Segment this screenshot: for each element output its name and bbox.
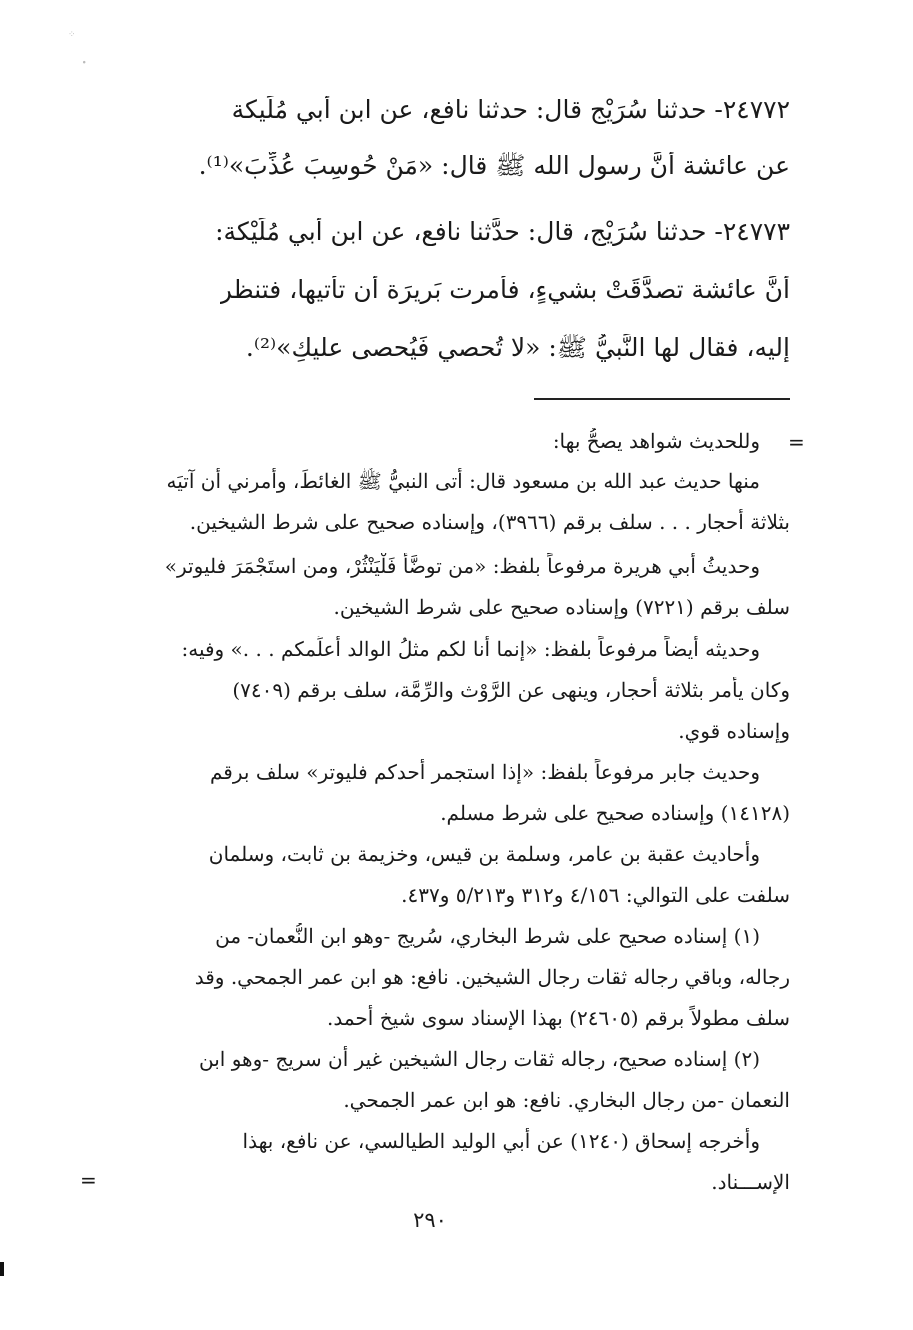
footnote-2-line: وأخرجه إسحاق (١٢٤٠) عن أبي الوليد الطيالسي، عن نافع، بهذا (242, 1129, 760, 1153)
hadith-24773-line-3: إليه، فقال لها النَّبيُّ ﷺ: «لا تُحصي فَيُحصى عليكِ»⁽²⁾. (245, 334, 790, 362)
footnote-2-line: الإســـناد. (711, 1170, 790, 1194)
footnote-1-line: سلف مطولاً برقم (٢٤٦٠٥) بهذا الإسناد سوى شيخ أحمد. (327, 1006, 790, 1030)
footnote-1-line: رجاله، وباقي رجاله ثقات رجال الشيخين. نافع: هو ابن عمر الجمحي. وقد (194, 965, 790, 989)
continuation-mark: = (788, 430, 805, 454)
footnote-1-line: (١) إسناده صحيح على شرط البخاري، سُريج -وهو ابن النُّعمان- من (215, 924, 760, 948)
footnote-divider (534, 398, 790, 400)
footnote-line: وللحديث شواهد يصحُّ بها: (552, 429, 760, 453)
footnote-line: سلف برقم (٧٢٢١) وإسناده صحيح على شرط الشيخين. (333, 595, 790, 619)
scan-edge-mark (0, 1262, 4, 1276)
footnote-line: منها حديث عبد الله بن مسعود قال: أتى النبيُّ ﷺ الغائطَ، وأمرني أن آتيَه (166, 469, 760, 493)
scan-speckle: ⁘ (68, 30, 76, 40)
scan-speckle: ∙ (82, 58, 87, 68)
footnote-line: وحديثُ أبي هريرة مرفوعاً بلفظ: «من توضَّأ فَلْيَنْثُرْ، ومن استَجْمَرَ فليوتر» (164, 554, 760, 578)
footnote-line: (١٤١٢٨) وإسناده صحيح على شرط مسلم. (440, 801, 790, 825)
hadith-24772-line-1: ٢٤٧٧٢- حدثنا سُرَيْج قال: حدثنا نافع، عن ابن أبي مُلَيكة (231, 96, 790, 124)
footnote-line: وحديث جابر مرفوعاً بلفظ: «إذا استجمر أحدكم فليوتر» سلف برقم (210, 760, 760, 784)
footnote-line: وأحاديث عقبة بن عامر، وسلمة بن قيس، وخزيمة بن ثابت، وسلمان (208, 842, 760, 866)
footnote-2-line: النعمان -من رجال البخاري. نافع: هو ابن عمر الجمحي. (343, 1088, 790, 1112)
hadith-24772-line-2: عن عائشة أنَّ رسول الله ﷺ قال: «مَنْ حُوسِبَ عُذِّبَ»⁽¹⁾. (198, 152, 790, 180)
footnote-line: وكان يأمر بثلاثة أحجار، وينهى عن الرَّوْث والرِّمَّة، سلف برقم (٧٤٠٩) (232, 678, 790, 702)
footnote-line: وإسناده قوي. (678, 719, 790, 743)
footnote-2-line: (٢) إسناده صحيح، رجاله ثقات رجال الشيخين غير أن سريج -وهو ابن (199, 1047, 760, 1071)
footnote-line: وحديثه أيضاً مرفوعاً بلفظ: «إنما أنا لكم مثلُ الوالد أعلِّمكم . . .» وفيه: (181, 637, 760, 661)
footnote-line: بثلاثة أحجار . . . سلف برقم (٣٩٦٦)، وإسناده صحيح على شرط الشيخين. (189, 510, 790, 534)
page-number: ٢٩٠ (413, 1208, 447, 1232)
hadith-24773-line-1: ٢٤٧٧٣- حدثنا سُرَيْج، قال: حدَّثنا نافع، عن ابن أبي مُلَيْكة: (215, 218, 790, 246)
hadith-24773-line-2: أنَّ عائشة تصدَّقَتْ بشيءٍ، فأمرت بَريرَة أن تأتيها، فتنظر (219, 276, 790, 304)
footnote-line: سلفت على التوالي: ٤/١٥٦ و٣١٢ و٥/٢١٣ و٤٣٧. (401, 883, 790, 907)
end-continuation-mark: = (80, 1168, 97, 1192)
